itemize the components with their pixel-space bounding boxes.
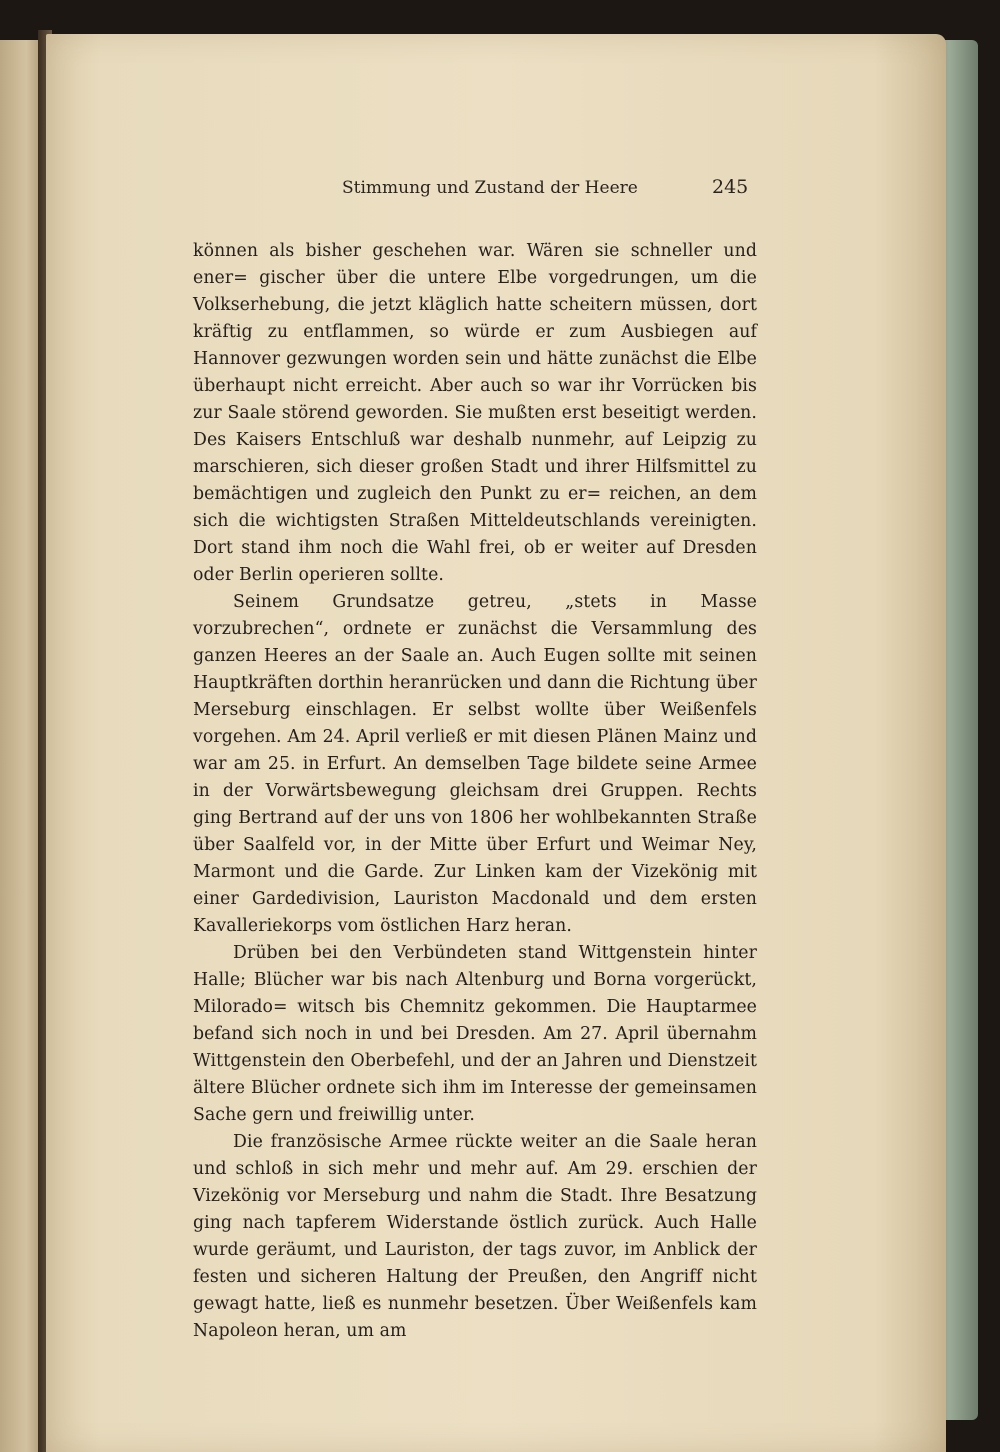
- paragraph-2: Seinem Grundsatze getreu, „stets in Masse vorzubrechen“, ordnete er zunächst die Versammlung des ganzen Heeres an der Saale an. Auch Eugen sollte mit seinen Hauptkräften dorthin heranrücken und dann die Richtung über Merseburg einschlagen. Er selbst wollte über Weißenfels vorgehen. Am 24. April verließ er mit diesen Plänen Mainz und war am 25. in Erfurt. An demselben Tage bildete seine Armee in der Vorwärtsbewegung gleichsam drei Gruppen. Rechts ging Bertrand auf der uns von 1806 her wohlbekannten Straße über Saalfeld vor, in der Mitte über Erfurt und Weimar Ney, Marmont und die Garde. Zur Linken kam der Vizekönig mit einer Gardedivision, Lauriston Macdonald und dem ersten Kavalleriekorps vom östlichen Harz heran.: [193, 592, 757, 936]
- paragraph-3: Drüben bei den Verbündeten stand Wittgenstein hinter Halle; Blücher war bis nach Altenburg und Borna vorgerückt, Milorado= witsch bis Chemnitz gekommen. Die Hauptarmee befand sich noch in und bei Dresden. Am 27. April übernahm Wittgenstein den Oberbefehl, und der an Jahren und Dienstzeit ältere Blücher ordnete sich ihm im Interesse der gemeinsamen Sache gern und freiwillig unter.: [193, 943, 757, 1125]
- paragraph-4: Die französische Armee rückte weiter an die Saale heran und schloß in sich mehr und mehr auf. Am 29. erschien der Vizekönig vor Merseburg und nahm die Stadt. Ihre Besatzung ging nach tapferem Widerstande östlich zurück. Auch Halle wurde geräumt, und Lauriston, der tags zuvor, im Anblick der festen und sicheren Haltung der Preußen, den Angriff nicht gewagt hatte, ließ es nunmehr besetzen. Über Weißenfels kam Napoleon heran, um am: [193, 1132, 757, 1341]
- running-head: [46, 174, 946, 202]
- book-page: [46, 34, 946, 1452]
- running-head-title: Stimmung und Zustand der Heere: [342, 178, 638, 198]
- page-number: 245: [712, 176, 749, 198]
- paragraph-1: können als bisher geschehen war. Wären sie schneller und ener= gischer über die untere Elbe vorgedrungen, um die Volkserhebung, die jetzt kläglich hatte scheitern müssen, dort kräftig zu entflammen, so würde er zum Ausbiegen auf Hannover gezwungen worden sein und hätte zunächst die Elbe überhaupt nicht erreicht. Aber auch so war ihr Vorrücken bis zur Saale störend geworden. Sie mußten erst beseitigt werden. Des Kaisers Entschluß war deshalb nunmehr, auf Leipzig zu marschieren, sich dieser großen Stadt und ihrer Hilfsmittel zu bemächtigen und zugleich den Punkt zu er= reichen, an dem sich die wichtigsten Straßen Mitteldeutschlands vereinigten. Dort stand ihm noch die Wahl frei, ob er weiter auf Dresden oder Berlin operieren sollte.: [193, 241, 757, 585]
- body-text: [193, 238, 757, 1345]
